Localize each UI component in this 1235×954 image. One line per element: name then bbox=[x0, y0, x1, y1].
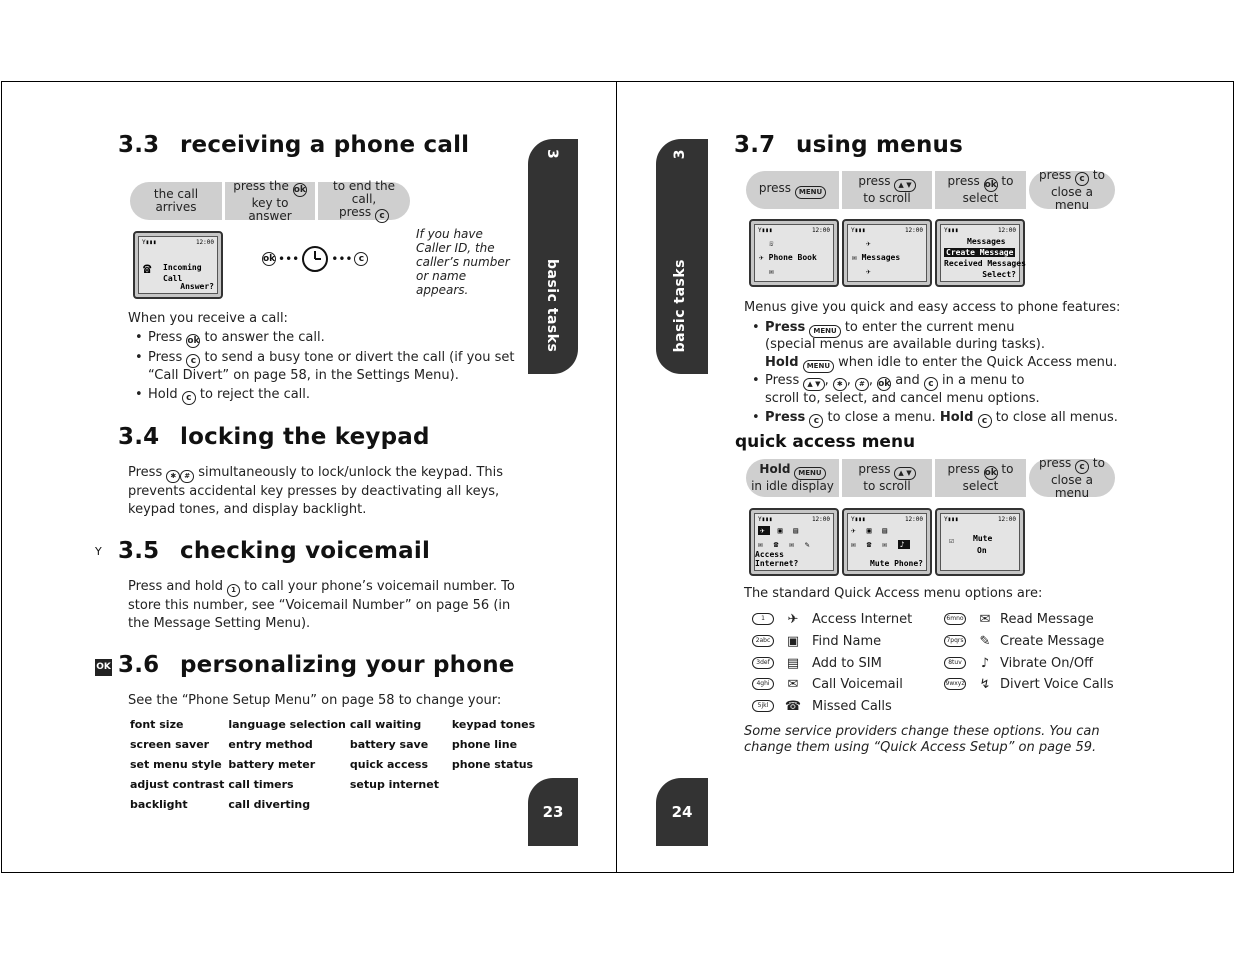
screen-line: ✉ Messages bbox=[852, 253, 901, 262]
table-cell bbox=[452, 774, 539, 794]
signal-icon: Y▮▮▮ bbox=[851, 227, 866, 234]
scroll-key-icon: ▲ ▼ bbox=[894, 467, 915, 480]
qa-item-find-name bbox=[752, 630, 881, 652]
step-scroll: press ▲ ▼ to scroll bbox=[842, 171, 932, 209]
page-divider bbox=[616, 81, 617, 873]
chapter-tab-right bbox=[656, 139, 708, 374]
section-title: personalizing your phone bbox=[180, 652, 515, 678]
section-heading-3-5 bbox=[118, 538, 430, 564]
clock-icon bbox=[301, 245, 329, 273]
section-title: receiving a phone call bbox=[180, 132, 470, 158]
qa-item-vibrate bbox=[944, 652, 1093, 674]
section-number: 3.4 bbox=[118, 424, 160, 450]
star-key-icon: ✱ bbox=[833, 378, 847, 391]
screen-time: 12:00 bbox=[904, 516, 923, 523]
number-key-icon: 1 bbox=[752, 613, 774, 625]
step-text: press bbox=[338, 204, 372, 219]
table-row bbox=[130, 754, 539, 774]
scroll-key-icon: ▲ ▼ bbox=[894, 179, 915, 192]
signal-icon: Y▮▮▮ bbox=[758, 227, 773, 234]
receive-intro: When you receive a call: bbox=[128, 311, 288, 326]
incoming-call-screen bbox=[133, 231, 223, 299]
screen-time: 12:00 bbox=[195, 239, 214, 246]
qa-label: Missed Calls bbox=[812, 698, 892, 714]
screen-line: Call bbox=[163, 274, 183, 283]
menus-intro: Menus give you quick and easy access to phone features: bbox=[744, 300, 1121, 315]
ok-key-icon: ok bbox=[984, 180, 997, 190]
voicemail-text: Press and hold 1 to call your phone’s voicemail number. To store this number, see “Voicemail Number” on page 56 (in the Message Setting Menu). bbox=[128, 579, 515, 631]
qa-item-missed-calls bbox=[752, 695, 892, 717]
call-steps bbox=[130, 178, 413, 223]
screen-line: Received Messages bbox=[944, 259, 1026, 268]
bullet-navigation: • Press ▲ ▼ , ✱ , # , ok and c in a menu to bbox=[752, 373, 1025, 389]
clear-key-icon: c bbox=[182, 391, 196, 405]
clear-key-icon: c bbox=[186, 354, 200, 368]
reject-timing-diagram bbox=[262, 245, 368, 273]
table-cell: battery meter bbox=[228, 757, 316, 771]
table-row bbox=[130, 774, 539, 794]
menu-screen-phonebook bbox=[749, 219, 839, 287]
table-row bbox=[130, 714, 539, 734]
section-title: locking the keypad bbox=[180, 424, 430, 450]
table-row bbox=[130, 734, 539, 754]
section-heading-3-6 bbox=[118, 652, 515, 678]
table-cell: backlight bbox=[130, 797, 188, 811]
chapter-label: basic tasks bbox=[672, 259, 688, 353]
voicemail-icon: ✉ bbox=[787, 676, 799, 692]
qa-item-create-message bbox=[944, 630, 1104, 652]
clear-key-icon: c bbox=[924, 377, 938, 391]
bullet-navigation-cont: scroll to, select, and cancel menu options. bbox=[765, 391, 1040, 406]
chapter-label: basic tasks bbox=[544, 259, 560, 353]
note-line: caller’s number bbox=[416, 255, 510, 269]
page-number-right: 24 bbox=[656, 778, 708, 846]
add-sim-icon: ▤ bbox=[786, 655, 800, 671]
signal-icon: Y▮▮▮ bbox=[944, 516, 959, 523]
table-cell bbox=[350, 794, 452, 814]
menu-key-icon: MENU bbox=[795, 186, 826, 199]
clear-key-icon: c bbox=[375, 209, 389, 223]
step-text: press the bbox=[233, 178, 289, 193]
table-cell: setup internet bbox=[349, 777, 439, 791]
step-select: press ok to select bbox=[935, 171, 1026, 209]
number-key-icon: 2abc bbox=[752, 635, 774, 647]
table-cell: set menu style bbox=[130, 757, 222, 771]
number-key-icon: 8tuv bbox=[944, 657, 966, 669]
one-key-icon: 1 bbox=[227, 584, 240, 597]
screen-time: 12:00 bbox=[904, 227, 923, 234]
table-row bbox=[130, 794, 539, 814]
clear-key-icon: c bbox=[809, 414, 823, 428]
vibrate-icon: ♪ bbox=[980, 655, 990, 671]
clear-key-icon: c bbox=[1075, 172, 1089, 186]
bullet-close-menu: • Press c to close a menu. Hold c to close all menus. bbox=[752, 410, 1118, 426]
table-cell: call timers bbox=[228, 777, 294, 791]
step-call-arrives bbox=[130, 182, 222, 220]
table-cell: quick access bbox=[349, 757, 429, 771]
globe-icon: ✈ bbox=[866, 239, 871, 248]
screen-line: ✈ Phone Book bbox=[759, 253, 817, 262]
create-message-icon: ✎ bbox=[979, 633, 991, 649]
step-scroll: press ▲ ▼ to scroll bbox=[842, 459, 932, 497]
qa-item-read-message bbox=[944, 608, 1094, 630]
ok-box-icon: OK bbox=[95, 659, 112, 676]
clear-key-icon: c bbox=[978, 414, 992, 428]
bullet-reject: • Hold c to reject the call. bbox=[135, 387, 311, 403]
quick-access-grid-icon: ✉ ☎ ✉ ♪ bbox=[851, 540, 908, 549]
section-number: 3.3 bbox=[118, 132, 160, 158]
step-close-menu: press c to close a menu bbox=[1029, 171, 1115, 209]
quick-access-grid-icon: ✈ ▣ ▤ bbox=[851, 526, 891, 535]
number-key-icon: 9wxyz bbox=[944, 678, 966, 690]
qa-label: Find Name bbox=[812, 633, 882, 649]
table-cell: adjust contrast bbox=[130, 777, 225, 791]
setup-intro: See the “Phone Setup Menu” on page 58 to change your: bbox=[128, 693, 502, 708]
qa-item-call-voicemail bbox=[752, 673, 903, 695]
qa-label: Vibrate On/Off bbox=[1000, 655, 1094, 671]
quick-access-footnote bbox=[744, 724, 1100, 756]
section-heading-3-4 bbox=[118, 424, 430, 450]
section-title: checking voicemail bbox=[180, 538, 431, 564]
number-key-icon: 3def bbox=[752, 657, 774, 669]
menu-screen-create-message bbox=[935, 219, 1025, 287]
hash-key-icon: # bbox=[180, 470, 194, 483]
table-cell: call waiting bbox=[349, 717, 422, 731]
globe-icon: ✈ bbox=[787, 611, 799, 627]
signal-icon: Y▮▮▮ bbox=[944, 227, 959, 234]
step-end-call bbox=[318, 178, 410, 221]
number-key-icon: 4ghi bbox=[752, 678, 774, 690]
chapter-tab-left bbox=[528, 139, 578, 374]
qa-label: Call Voicemail bbox=[812, 676, 903, 692]
number-key-icon: 7pqrs bbox=[944, 635, 966, 647]
section-number: 3.5 bbox=[118, 538, 160, 564]
step-hold-menu: Hold MENU in idle display bbox=[746, 459, 839, 497]
clear-key-icon: c bbox=[354, 252, 368, 266]
quick-access-screen-mute-on bbox=[935, 508, 1025, 576]
ok-key-icon: ok bbox=[263, 254, 276, 264]
ok-key-icon: ok bbox=[984, 468, 997, 478]
step-press-menu: press MENU bbox=[746, 171, 839, 209]
table-cell bbox=[452, 794, 539, 814]
screen-time: 12:00 bbox=[811, 227, 830, 234]
table-cell: screen saver bbox=[130, 737, 210, 751]
clear-key-icon: c bbox=[1075, 460, 1089, 474]
qa-item-divert bbox=[944, 673, 1114, 695]
qa-label: Read Message bbox=[1000, 611, 1094, 627]
star-key-icon: ✱ bbox=[166, 470, 180, 483]
note-line: Caller ID, the bbox=[416, 241, 495, 255]
menu-key-icon: MENU bbox=[794, 467, 825, 480]
screen-softkey: Mute Phone? bbox=[870, 559, 923, 568]
scroll-key-icon: ▲ ▼ bbox=[803, 378, 824, 391]
footnote-line: change them using “Quick Access Setup” on page 59. bbox=[744, 740, 1097, 755]
quick-access-screen-mute bbox=[842, 508, 932, 576]
lock-keypad-text: Press ✱ # simultaneously to lock/unlock the keypad. This prevents accidental key presses by deactivating all keys, keypad tones, and display backlight. bbox=[128, 465, 504, 517]
section-number: 3.7 bbox=[734, 132, 776, 158]
bullet-hold-menu: Hold MENU when idle to enter the Quick Access menu. bbox=[765, 354, 1117, 373]
find-name-icon: ▣ bbox=[786, 633, 800, 649]
menu-icon: ☏ bbox=[769, 239, 774, 248]
phone-ring-icon: ☎ bbox=[143, 261, 152, 277]
screen-highlight: Create Message bbox=[946, 248, 1014, 257]
step-text: the call bbox=[153, 187, 199, 201]
signal-icon: Y▮▮▮ bbox=[758, 516, 773, 523]
note-line: If you have bbox=[416, 227, 483, 241]
quick-access-grid-icon: ✉ ☎ ✉ ✎ bbox=[758, 540, 813, 549]
screen-line: Mute bbox=[973, 534, 993, 543]
step-select: press ok to select bbox=[935, 459, 1026, 497]
number-key-icon: 5jkl bbox=[752, 700, 774, 712]
footnote-line: Some service providers change these options. You can bbox=[744, 724, 1100, 739]
missed-calls-icon: ☎ bbox=[784, 698, 802, 714]
chapter-number: 3 bbox=[544, 149, 560, 160]
note-line: appears. bbox=[416, 283, 469, 297]
table-cell: keypad tones bbox=[451, 717, 536, 731]
chapter-number: 3 bbox=[672, 149, 688, 160]
voicemail-antenna-icon: Y bbox=[95, 545, 102, 558]
check-icon: ☑ bbox=[949, 536, 954, 545]
table-cell: language selection bbox=[228, 717, 346, 731]
section-heading-3-3 bbox=[118, 132, 469, 158]
menu-steps bbox=[746, 167, 1118, 212]
note-line: or name bbox=[416, 269, 467, 283]
table-cell: battery save bbox=[349, 737, 429, 751]
bullet-busy-cont: “Call Divert” on page 58, in the Settings Menu). bbox=[148, 368, 459, 383]
ok-key-icon: ok bbox=[878, 379, 891, 389]
quick-access-heading: quick access menu bbox=[735, 432, 916, 452]
envelope-icon: ✉ bbox=[769, 267, 774, 276]
ok-key-icon: ok bbox=[293, 184, 306, 195]
step-answer bbox=[225, 178, 315, 223]
hash-key-icon: # bbox=[855, 378, 869, 391]
step-text: to end the call, bbox=[333, 178, 395, 206]
section-title: using menus bbox=[796, 132, 963, 158]
screen-softkey: Select? bbox=[982, 270, 1016, 279]
screen-time: 12:00 bbox=[811, 516, 830, 523]
bullet-press-menu: • Press MENU to enter the current menu bbox=[765, 319, 1014, 338]
section-heading-3-7 bbox=[734, 132, 963, 158]
qa-item-add-sim bbox=[752, 652, 882, 674]
dots-icon: ••• bbox=[278, 252, 300, 266]
menu-key-icon: MENU bbox=[803, 360, 834, 373]
dots-icon: ••• bbox=[331, 252, 353, 266]
step-text: key to answer bbox=[248, 195, 292, 223]
table-cell: entry method bbox=[228, 737, 313, 751]
table-cell: phone status bbox=[451, 757, 534, 771]
qa-label: Create Message bbox=[1000, 633, 1105, 649]
bullet-answer: • Press ok to answer the call. bbox=[135, 330, 325, 346]
screen-time: 12:00 bbox=[997, 227, 1016, 234]
number-key-icon: 6mno bbox=[944, 613, 966, 625]
screen-softkey: Answer? bbox=[180, 282, 214, 291]
screen-line: On bbox=[977, 546, 987, 555]
menu-screen-messages bbox=[842, 219, 932, 287]
globe-icon: ✈ bbox=[866, 267, 871, 276]
quick-access-intro: The standard Quick Access menu options are: bbox=[744, 586, 1043, 601]
step-text: arrives bbox=[155, 200, 197, 214]
qa-item-access-internet bbox=[752, 608, 912, 630]
bullet-busy: • Press c to send a busy tone or divert the call (if you set bbox=[135, 350, 515, 366]
qa-label: Add to SIM bbox=[812, 655, 882, 671]
page-number-left: 23 bbox=[528, 778, 578, 846]
table-cell: font size bbox=[130, 717, 184, 731]
screen-line: Incoming bbox=[163, 263, 202, 272]
menu-key-icon: MENU bbox=[809, 325, 840, 338]
quick-access-steps bbox=[746, 455, 1118, 500]
table-cell: phone line bbox=[451, 737, 518, 751]
screen-title: Messages bbox=[967, 237, 1006, 246]
screen-time: 12:00 bbox=[997, 516, 1016, 523]
section-number: 3.6 bbox=[118, 652, 160, 678]
bullet-press-menu-cont: (special menus are available during tasks). bbox=[765, 337, 1045, 352]
qa-label: Divert Voice Calls bbox=[1000, 676, 1114, 692]
divert-icon: ↯ bbox=[979, 676, 991, 692]
screen-softkey: Access Internet? bbox=[755, 550, 799, 568]
quick-access-screen-internet bbox=[749, 508, 839, 576]
setup-options-table bbox=[130, 714, 539, 814]
quick-access-grid-icon: ✈ ▣ ▤ bbox=[760, 526, 802, 535]
table-cell: call diverting bbox=[228, 797, 311, 811]
signal-icon: Y▮▮▮ bbox=[142, 239, 157, 246]
signal-icon: Y▮▮▮ bbox=[851, 516, 866, 523]
read-message-icon: ✉ bbox=[979, 611, 991, 627]
ok-key-icon: ok bbox=[187, 336, 200, 346]
caller-id-note bbox=[416, 227, 510, 297]
step-close-menu: press c to close a menu bbox=[1029, 459, 1115, 497]
qa-label: Access Internet bbox=[812, 611, 913, 627]
